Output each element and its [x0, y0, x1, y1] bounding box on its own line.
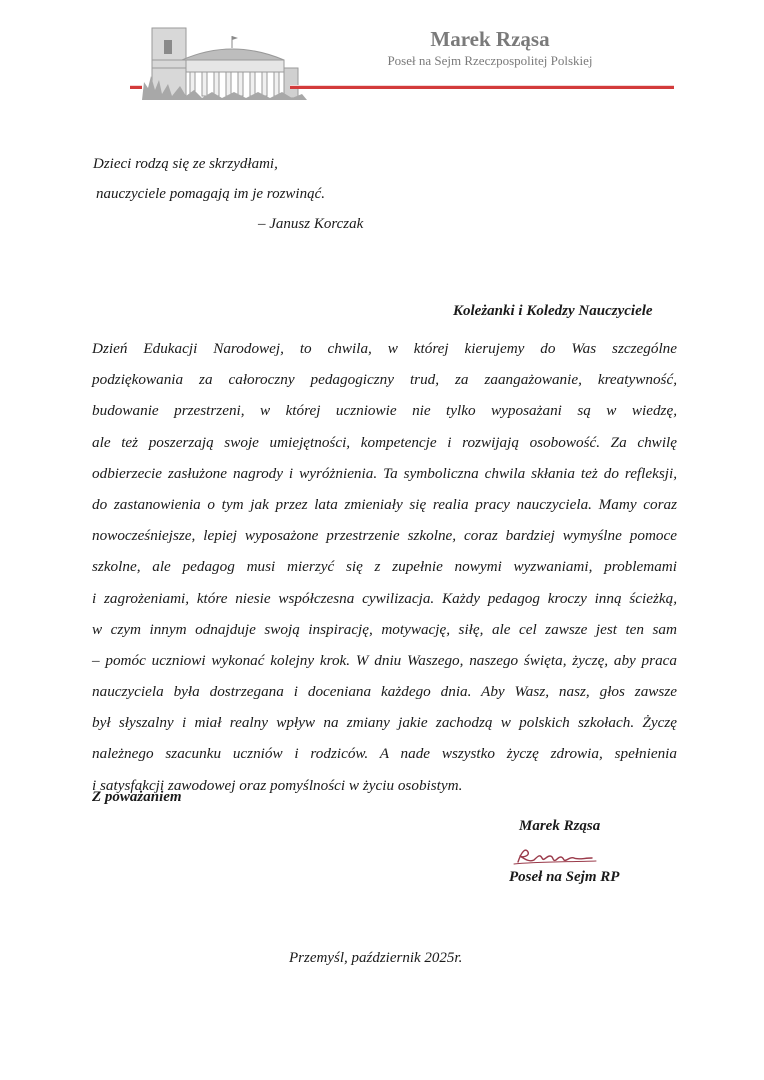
- quote-author: – Janusz Korczak: [258, 216, 364, 232]
- signatory-name: Marek Rząsa: [519, 818, 601, 834]
- body-line: należnego szacunku uczniów i rodziców. A nade wszystko życzę zdrowia, spełnienia: [92, 745, 677, 763]
- body-line: był słyszalny i miał realny wpływ na zmiany jakie zachodzą w polskich szkołach. Życzę: [92, 714, 677, 732]
- body-line: ale też poszerzają swoje umiejętności, kompetencje i rozwijają osobowość. Za chwilę: [92, 433, 677, 451]
- body-line: odbierzecie zasłużone nagrody i wyróżnienia. Ta symboliczna chwila skłania też do refleksji,: [92, 464, 677, 482]
- letter-salutation: Koleżanki i Koledzy Nauczyciele: [453, 303, 653, 319]
- header-rule-right: [290, 85, 674, 90]
- body-line: – pomóc uczniowi wykonać kolejny krok. W dniu Waszego, naszego święta, życzę, aby praca: [92, 651, 677, 669]
- quote-line-1: Dzieci rodzą się ze skrzydłami,: [93, 156, 278, 172]
- body-line: Dzień Edukacji Narodowej, to chwila, w której kierujemy do Was szczególne: [92, 340, 677, 357]
- letter-closing: Z poważaniem: [92, 789, 182, 805]
- sejm-building-icon: [142, 24, 307, 100]
- body-line: nowocześniejsze, lepiej wyposażone przestrzenie szkolne, coraz bardziej wymyślne pomoce: [92, 527, 677, 545]
- handwritten-signature: [512, 842, 598, 868]
- body-line: do zastanowienia o tym jak przez lata zmieniały się realia pracy nauczyciela. Mamy coraz: [92, 495, 677, 513]
- body-line: nauczyciela była dostrzegana i doceniana każdego dnia. Aby Wasz, nasz, głos zawsze: [92, 683, 677, 701]
- letterhead-title: Poseł na Sejm Rzeczpospolitej Polskiej: [387, 53, 593, 68]
- body-line: podziękowania za całoroczny pedagogiczny trud, za zaangażowanie, kreatywność,: [92, 371, 677, 389]
- body-line: budowanie przestrzeni, w której uczniowie nie tylko wyposażani są w wiedzę,: [92, 402, 677, 420]
- quote-line-2: nauczyciele pomagają im je rozwinąć.: [96, 186, 325, 202]
- body-line: i zagrożeniami, które niesie współczesna cywilizacja. Każdy pedagog kroczy inną ścieżką,: [92, 589, 677, 607]
- header-rule-left: [130, 85, 142, 90]
- body-line: i satysfakcji zawodowej oraz pomyślności w życiu osobistym.: [92, 776, 463, 794]
- body-line: szkolne, ale pedagog musi mierzyć się z zupełnie nowymi wyzwaniami, problemami: [92, 558, 677, 576]
- body-line: w czym innym odnajduje swoją inspirację, motywację, siłę, ale cel zawsze jest ten sam: [92, 620, 677, 638]
- place-and-date: Przemyśl, październik 2025r.: [289, 950, 463, 966]
- letterhead-name: Marek Rząsa: [430, 27, 550, 51]
- letterhead: [0, 0, 764, 100]
- signatory-role: Poseł na Sejm RP: [509, 869, 620, 885]
- letter-body: [92, 333, 677, 801]
